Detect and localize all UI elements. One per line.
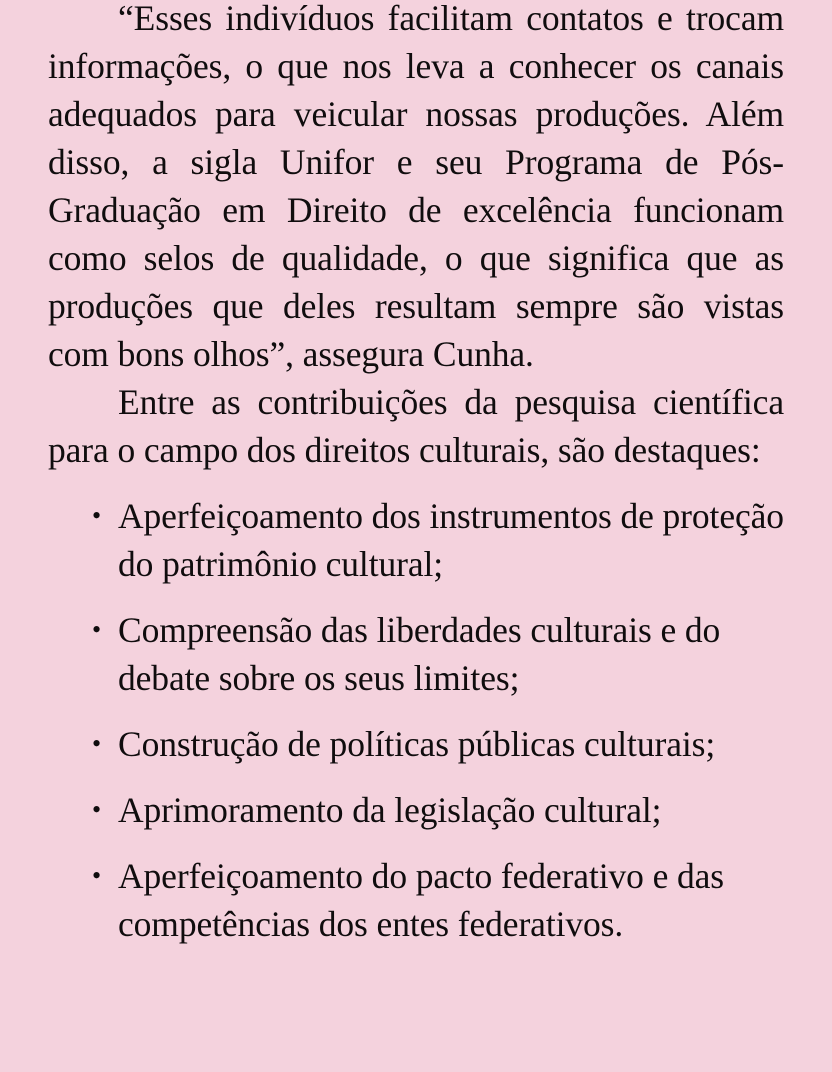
list-item-label: Construção de políticas públicas culturais; <box>118 724 716 764</box>
list-item-label: Aprimoramento da legislação cultural; <box>118 790 662 830</box>
list-item <box>48 720 784 768</box>
bullet-icon: • <box>92 861 102 890</box>
list-item <box>48 492 784 588</box>
list-item <box>48 606 784 702</box>
bullet-icon: • <box>92 615 102 644</box>
intro-paragraph: Entre as contribuições da pesquisa científica para o campo dos direitos culturais, são destaques: <box>48 382 784 470</box>
bullet-icon: • <box>92 795 102 824</box>
list-item-label: Compreensão das liberdades culturais e do debate sobre os seus limites; <box>118 610 721 698</box>
highlights-list <box>48 492 784 948</box>
bullet-icon: • <box>92 501 102 530</box>
list-item-label: Aperfeiçoamento dos instrumentos de proteção do patrimônio cultural; <box>118 496 784 584</box>
bullet-icon: • <box>92 729 102 758</box>
quote-paragraph: “Esses indivíduos facilitam contatos e trocam informações, o que nos leva a conhecer os canais adequados para veicular nossas produções. Além disso, a sigla Unifor e seu Programa de Pós-Graduação em Direito de excelência funcionam como selos de qualidade, o que significa que as produções que deles resultam sempre são vistas com bons olhos”, assegura Cunha. <box>48 0 784 374</box>
list-item <box>48 852 784 948</box>
list-item <box>48 786 784 834</box>
body-copy <box>48 0 784 948</box>
list-item-label: Aperfeiçoamento do pacto federativo e das competências dos entes federativos. <box>118 856 725 944</box>
